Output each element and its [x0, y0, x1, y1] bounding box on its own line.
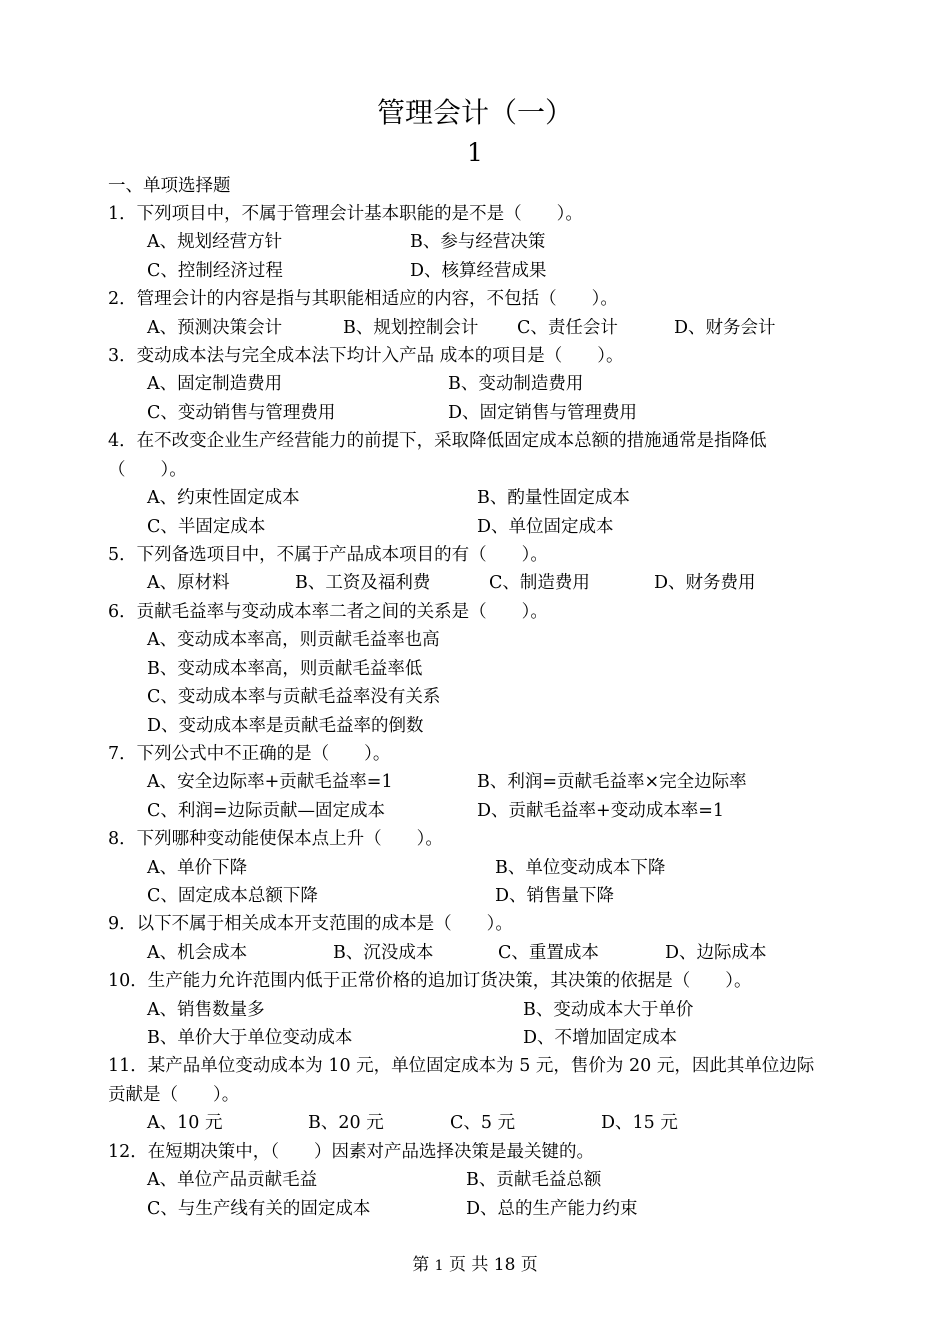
question-10-option-d: D、不增加固定成本: [523, 1028, 678, 1048]
question-4-option-a: A、约束性固定成本: [147, 488, 300, 508]
question-1-option-c: C、控制经济过程: [147, 261, 283, 281]
question-2-option-b: B、规划控制会计: [343, 318, 479, 338]
question-5-option-a: A、原材料: [147, 573, 230, 593]
footer-total-pages: 18: [493, 1255, 516, 1275]
question-5-option-b: B、工资及福利费: [295, 573, 431, 593]
question-8-option-d: D、销售量下降: [495, 886, 615, 906]
question-12-option-a: A、单位产品贡献毛益: [147, 1170, 318, 1190]
question-1-option-b: B、参与经营决策: [410, 232, 546, 252]
question-2-option-a: A、预测决策会计: [147, 318, 283, 338]
question-12-stem: 12．在短期决策中，（ ）因素对产品选择决策是最关键的。: [108, 1142, 595, 1162]
page-title: 管理会计（一）: [376, 96, 573, 129]
question-4-stem: 4．在不改变企业生产经营能力的前提下，采取降低固定成本总额的措施通常是指降低: [108, 431, 767, 451]
section-heading: 一、单项选择题: [108, 176, 231, 196]
question-3-option-a: A、固定制造费用: [147, 374, 283, 394]
question-11-stem-continued: 贡献是（ ）。: [108, 1085, 240, 1105]
question-4-stem-continued: （ ）。: [108, 460, 187, 480]
question-11-option-b: B、20 元: [308, 1113, 384, 1133]
question-6-stem: 6．贡献毛益率与变动成本率二者之间的关系是（ ）。: [108, 602, 548, 622]
question-8-option-b: B、单位变动成本下降: [495, 858, 666, 878]
question-8-stem: 8．下列哪种变动能使保本点上升（ ）。: [108, 829, 443, 849]
question-10-option-b: B、变动成本大于单价: [523, 1000, 694, 1020]
question-7-option-b: B、利润=贡献毛益率×完全边际率: [477, 772, 747, 792]
question-8-option-a: A、单价下降: [147, 858, 248, 878]
question-10-option-a: A、销售数量多: [147, 1000, 265, 1020]
question-8-option-c: C、固定成本总额下降: [147, 886, 318, 906]
question-7-option-c: C、利润=边际贡献—固定成本: [147, 801, 386, 821]
question-5-stem: 5．下列备选项目中，不属于产品成本项目的有（ ）。: [108, 545, 548, 565]
question-4-option-d: D、单位固定成本: [477, 517, 614, 537]
question-7-option-d: D、贡献毛益率+变动成本率=1: [477, 801, 724, 821]
question-11-stem: 11．某产品单位变动成本为 10 元，单位固定成本为 5 元，售价为 20 元，因此其单位边际: [108, 1056, 815, 1076]
question-9-option-b: B、沉没成本: [333, 943, 434, 963]
question-3-stem: 3．变动成本法与完全成本法下均计入产品 成本的项目是（ ）。: [108, 346, 624, 366]
question-1-option-a: A、规划经营方针: [147, 232, 283, 252]
question-2-option-d: D、财务会计: [674, 318, 776, 338]
question-10-stem: 10．生产能力允许范围内低于正常价格的追加订货决策，其决策的依据是（ ）。: [108, 971, 752, 991]
question-4-option-b: B、酌量性固定成本: [477, 488, 630, 508]
question-12-option-b: B、贡献毛益总额: [466, 1170, 602, 1190]
question-3-option-c: C、变动销售与管理费用: [147, 403, 336, 423]
footer-prefix: 第: [412, 1255, 430, 1275]
question-6-option-b: B、变动成本率高，则贡献毛益率低: [147, 659, 423, 679]
question-9-stem: 9．以下不属于相关成本开支范围的成本是（ ）。: [108, 914, 513, 934]
question-11-option-c: C、5 元: [450, 1113, 516, 1133]
question-1-option-d: D、核算经营成果: [410, 261, 547, 281]
question-7-stem: 7．下列公式中不正确的是（ ）。: [108, 744, 391, 764]
question-11-option-a: A、10 元: [147, 1113, 223, 1133]
question-3-option-d: D、固定销售与管理费用: [448, 403, 638, 423]
question-9-option-a: A、机会成本: [147, 943, 248, 963]
footer-page-number: 1: [434, 1258, 444, 1274]
question-6-option-c: C、变动成本率与贡献毛益率没有关系: [147, 687, 441, 707]
question-4-option-c: C、半固定成本: [147, 517, 266, 537]
question-7-option-a: A、安全边际率+贡献毛益率=1: [147, 772, 393, 792]
question-5-option-c: C、制造费用: [489, 573, 590, 593]
question-2-option-c: C、责任会计: [517, 318, 618, 338]
question-6-option-a: A、变动成本率高，则贡献毛益率也高: [147, 630, 440, 650]
question-11-option-d: D、15 元: [601, 1113, 678, 1133]
question-10-option-c: B、单价大于单位变动成本: [147, 1028, 353, 1048]
question-12-option-c: C、与生产线有关的固定成本: [147, 1199, 371, 1219]
question-9-option-d: D、边际成本: [665, 943, 767, 963]
question-3-option-b: B、变动制造费用: [448, 374, 584, 394]
question-5-option-d: D、财务费用: [654, 573, 756, 593]
footer-suffix: 页: [520, 1255, 538, 1275]
question-1-stem: 1．下列项目中，不属于管理会计基本职能的是不是（ ）。: [108, 204, 583, 224]
page-subtitle: 1: [467, 138, 483, 167]
footer-middle: 页 共: [448, 1255, 489, 1275]
question-2-stem: 2．管理会计的内容是指与其职能相适应的内容，不包括（ ）。: [108, 289, 618, 309]
question-6-option-d: D、变动成本率是贡献毛益率的倒数: [147, 716, 424, 736]
page-footer: [0, 1253, 950, 1278]
question-12-option-d: D、总的生产能力约束: [466, 1199, 638, 1219]
question-9-option-c: C、重置成本: [498, 943, 599, 963]
